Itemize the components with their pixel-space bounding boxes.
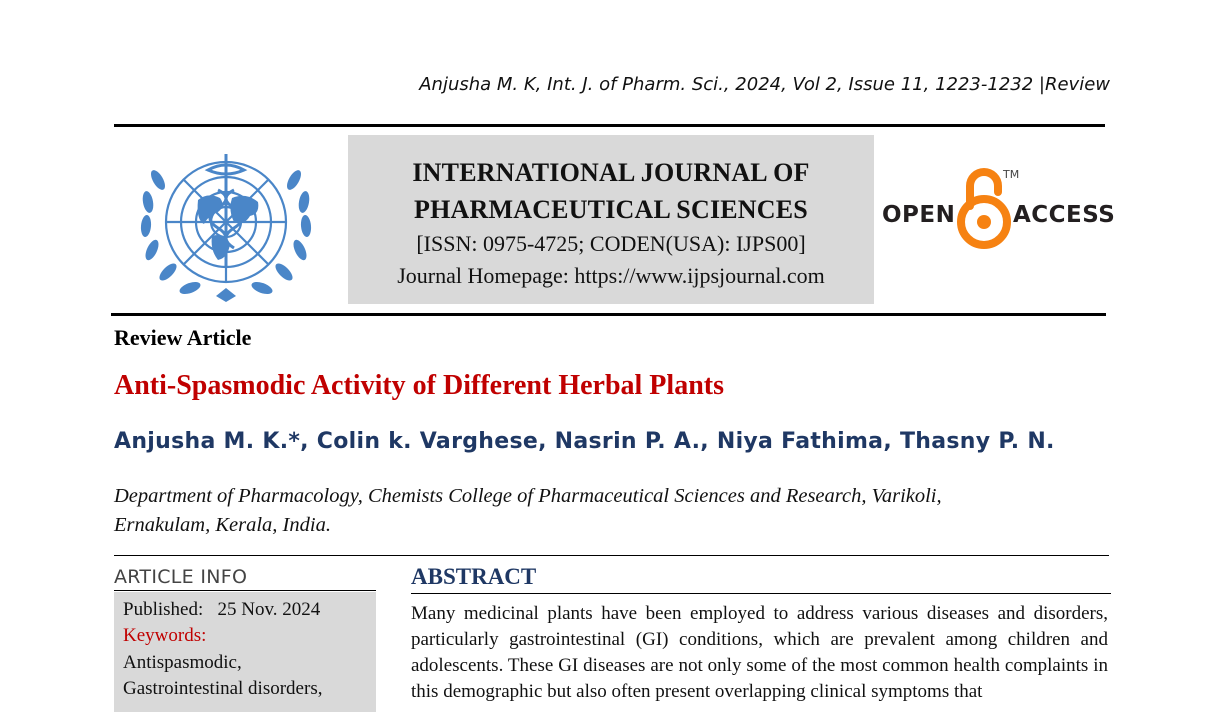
journal-emblem-logo [128,140,324,306]
article-info-heading: ARTICLE INFO [114,566,248,588]
keyword-item: Antispasmodic, [123,652,242,673]
journal-issn: [ISSN: 0975-4725; CODEN(USA): IJPS00] [416,231,806,256]
journal-title-line2: PHARMACEUTICAL SCIENCES [414,195,808,224]
journal-homepage[interactable]: Journal Homepage: https://www.ijpsjournal.com [397,263,825,288]
open-access-word-left: OPEN [882,202,956,228]
published-label: Published: [123,599,204,620]
article-type: Review Article [114,325,252,350]
article-authors: Anjusha M. K.*, Colin k. Varghese, Nasrin P. A., Niya Fathima, Thasny P. N. [114,429,1055,454]
published-date: 25 Nov. 2024 [217,599,321,620]
article-title: Anti-Spasmodic Activity of Different Herbal Plants [114,370,724,401]
trademark-mark: TM [1003,168,1020,181]
abstract-text: Many medicinal plants have been employed to address various diseases and disorders, particularly gastrointestinal (GI) conditions, which are prevalent among children and adolescents. These GI diseases are not only some of the most common health complaints in this demographic but also often present overlapping clinical symptoms that [411,603,1108,702]
open-access-logo [880,166,1116,252]
journal-banner [348,135,874,304]
running-header: Anjusha M. K, Int. J. of Pharm. Sci., 2024, Vol 2, Issue 11, 1223-1232 |Review [419,74,1110,95]
section-divider [114,555,1109,556]
open-access-word-right: ACCESS [1013,202,1116,228]
keywords-label: Keywords: [123,625,207,646]
affiliation-line2: Ernakulam, Kerala, India. [114,514,331,536]
abstract-rule [411,593,1111,594]
article-info-box [114,592,376,712]
published-row [123,599,320,621]
keyword-item: Gastrointestinal disorders, [123,678,323,699]
journal-title-line1: INTERNATIONAL JOURNAL OF [412,158,810,187]
author-affiliation [114,482,1114,540]
abstract-heading: ABSTRACT [411,564,537,589]
affiliation-line1: Department of Pharmacology, Chemists College of Pharmaceutical Sciences and Research, Varikoli, [114,485,942,507]
article-info-rule [114,590,376,591]
header-top-rule [114,124,1105,127]
header-bottom-rule [111,313,1106,316]
